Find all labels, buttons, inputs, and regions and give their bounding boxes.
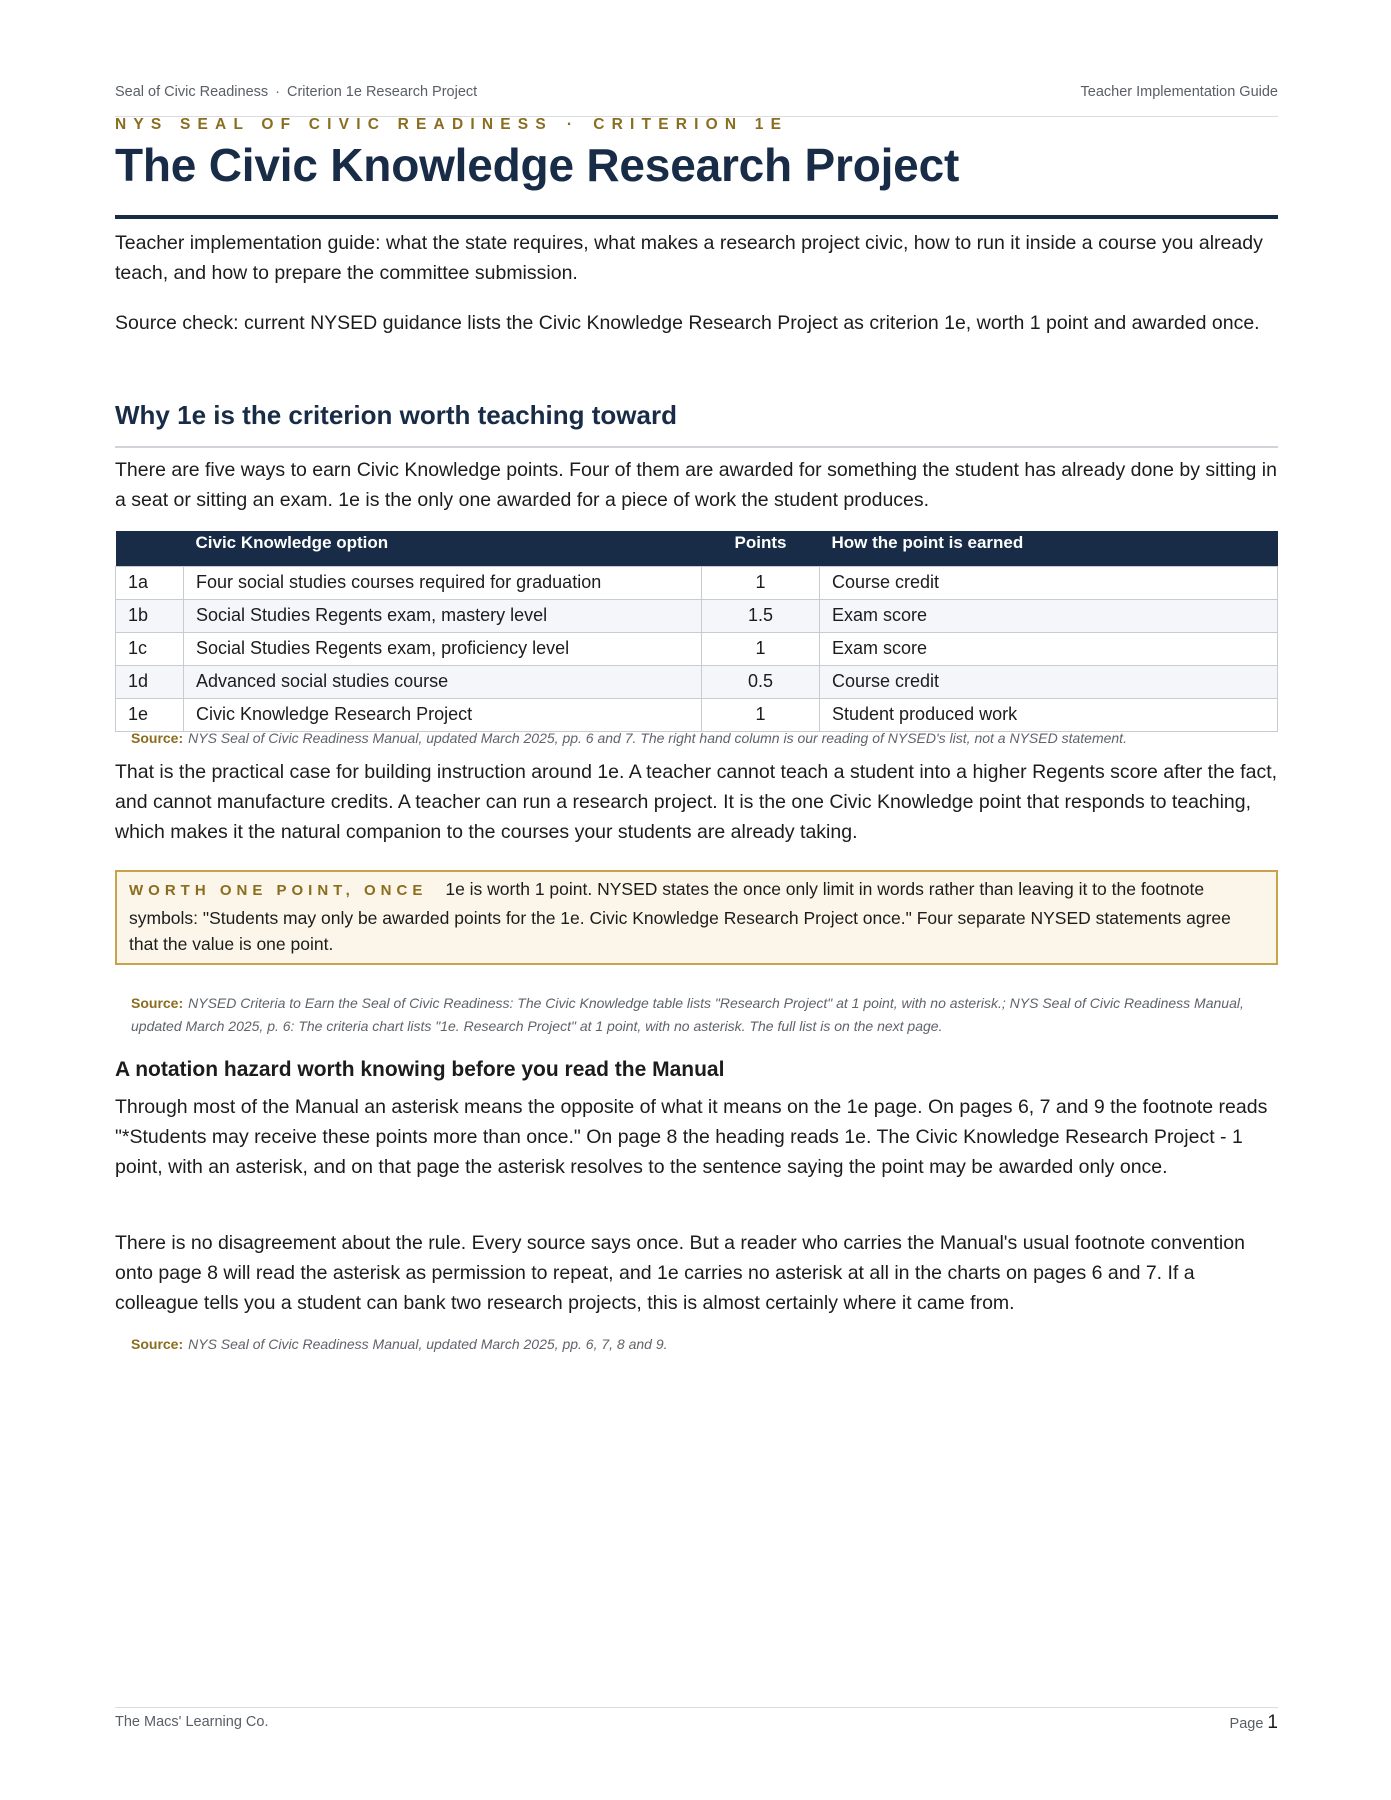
- table-cell-how-earned: Course credit: [820, 566, 1278, 599]
- source-text: NYSED Criteria to Earn the Seal of Civic Readiness: The Civic Knowledge table lists "Research Project" at 1 point, with no asterisk.; NYS Seal of Civic Readiness Manual, updated March 2025, p. 6: The criteria chart lists "1e. Research Project" at 1 point, with no asterisk. The full list is on the next page.: [131, 995, 1244, 1034]
- section2-paragraph-rule: There is no disagreement about the rule. Every source says once. But a reader who carries the Manual's usual footnote convention onto page 8 will read the asterisk as permission to repeat, and 1e carries no asterisk at all in the charts on pages 6 and 7. If a colleague tells you a student can bank two research projects, this is almost certainly where it came from.: [115, 1232, 1245, 1314]
- table-cell-id: 1a: [116, 566, 184, 599]
- eyebrow: [115, 116, 788, 134]
- table-cell-points: 1.5: [702, 599, 820, 632]
- table-cell-id: 1d: [116, 665, 184, 698]
- table-cell-id: 1e: [116, 698, 184, 731]
- table-source-note: [131, 727, 1278, 750]
- table-header-row: [116, 531, 1278, 566]
- section-heading-why-1e: Why 1e is the criterion worth teaching toward: [115, 400, 677, 430]
- source-text: NYS Seal of Civic Readiness Manual, updated March 2025, pp. 6, 7, 8 and 9.: [188, 1336, 668, 1352]
- table-header-id: [116, 531, 184, 566]
- intro-paragraph: Teacher implementation guide: what the state requires, what makes a research project civic, how to run it inside a course you already teach, and how to prepare the committee submission.: [115, 232, 1263, 284]
- callout-text: 1e is worth 1 point. NYSED states the once only limit in words rather than leaving it to the footnote symbols: "Students may only be awarded points for the 1e. Civic Knowledge Research Project once." Four separate NYSED statements agree that the value is one point.: [129, 879, 1231, 954]
- table-cell-points: 0.5: [702, 665, 820, 698]
- table-cell-points: 1: [702, 698, 820, 731]
- page-label: Page: [1229, 1716, 1264, 1732]
- worth-one-point-callout: [115, 870, 1278, 965]
- section1-practical-case-paragraph: That is the practical case for building instruction around 1e. A teacher cannot teach a student into a higher Regents score after the fact, and cannot manufacture credits. A teacher can run a research project. It is the one Civic Knowledge point that responds to teaching, which makes it the natural companion to the courses your students are already taking.: [115, 761, 1278, 843]
- title-divider: [115, 215, 1278, 219]
- table-cell-points: 1: [702, 632, 820, 665]
- table-cell-option: Four social studies courses required for graduation: [184, 566, 702, 599]
- table-row: [116, 665, 1278, 698]
- source-label: Source:: [131, 995, 184, 1011]
- table-header-option: Civic Knowledge option: [184, 531, 702, 566]
- table-cell-points: 1: [702, 566, 820, 599]
- page-number-value: 1: [1267, 1712, 1278, 1733]
- table-cell-option: Social Studies Regents exam, mastery level: [184, 599, 702, 632]
- running-head-separator: ·: [275, 84, 280, 100]
- running-head-guide: Teacher Implementation Guide: [1080, 84, 1278, 100]
- table-cell-how-earned: Exam score: [820, 599, 1278, 632]
- table-header-how-earned: How the point is earned: [820, 531, 1278, 566]
- source-text: NYS Seal of Civic Readiness Manual, updated March 2025, pp. 6 and 7. The right hand column is our reading of NYSED's list, not a NYSED statement.: [188, 730, 1127, 746]
- page-number: [1230, 1712, 1278, 1734]
- table-cell-option: Social Studies Regents exam, proficiency level: [184, 632, 702, 665]
- callout-tag: WORTH ONE POINT, ONCE: [129, 882, 428, 899]
- table-cell-how-earned: Course credit: [820, 665, 1278, 698]
- eyebrow-right: CRITERION 1E: [593, 116, 789, 133]
- source-label: Source:: [131, 730, 184, 746]
- section1-paragraph: There are five ways to earn Civic Knowledge points. Four of them are awarded for something the student has already done by sitting in a seat or sitting an exam. 1e is the only one awarded for a piece of work the student produces.: [115, 459, 1277, 511]
- running-head-left: [115, 84, 477, 100]
- table-cell-how-earned: Student produced work: [820, 698, 1278, 731]
- table-row: [116, 599, 1278, 632]
- source-check-paragraph: Source check: current NYSED guidance lists the Civic Knowledge Research Project as criterion 1e, worth 1 point and awarded once.: [115, 312, 1260, 334]
- table-cell-option: Advanced social studies course: [184, 665, 702, 698]
- table-cell-how-earned: Exam score: [820, 632, 1278, 665]
- section-divider: [115, 446, 1278, 448]
- callout-source-note: [131, 992, 1278, 1038]
- footer-divider: [115, 1707, 1278, 1708]
- eyebrow-dot: ·: [566, 116, 580, 133]
- table-cell-id: 1c: [116, 632, 184, 665]
- table-row: [116, 632, 1278, 665]
- table-cell-option: Civic Knowledge Research Project: [184, 698, 702, 731]
- page-title: The Civic Knowledge Research Project: [115, 139, 960, 191]
- civic-knowledge-options-table: [115, 531, 1278, 732]
- section2-source-note: [131, 1333, 1278, 1356]
- source-label: Source:: [131, 1336, 184, 1352]
- running-head: [115, 84, 1278, 100]
- running-head-project: Criterion 1e Research Project: [286, 84, 478, 100]
- document-page: [115, 0, 1278, 1800]
- table-row: [116, 566, 1278, 599]
- table-cell-id: 1b: [116, 599, 184, 632]
- section-heading-notation-hazard: A notation hazard worth knowing before you read the Manual: [115, 1058, 725, 1081]
- section2-paragraph-asterisk: Through most of the Manual an asterisk means the opposite of what it means on the 1e page. On pages 6, 7 and 9 the footnote reads "*Students may receive these points more than once." On page 8 the heading reads 1e. The Civic Knowledge Research Project - 1 point, with an asterisk, and on that page the asterisk resolves to the sentence saying the point may be awarded only once.: [115, 1096, 1268, 1178]
- running-head-series: Seal of Civic Readiness: [115, 84, 269, 100]
- table-header-points: Points: [702, 531, 820, 566]
- eyebrow-left: NYS SEAL OF CIVIC READINESS: [115, 116, 553, 133]
- footer-publisher: The Macs' Learning Co.: [115, 1714, 269, 1730]
